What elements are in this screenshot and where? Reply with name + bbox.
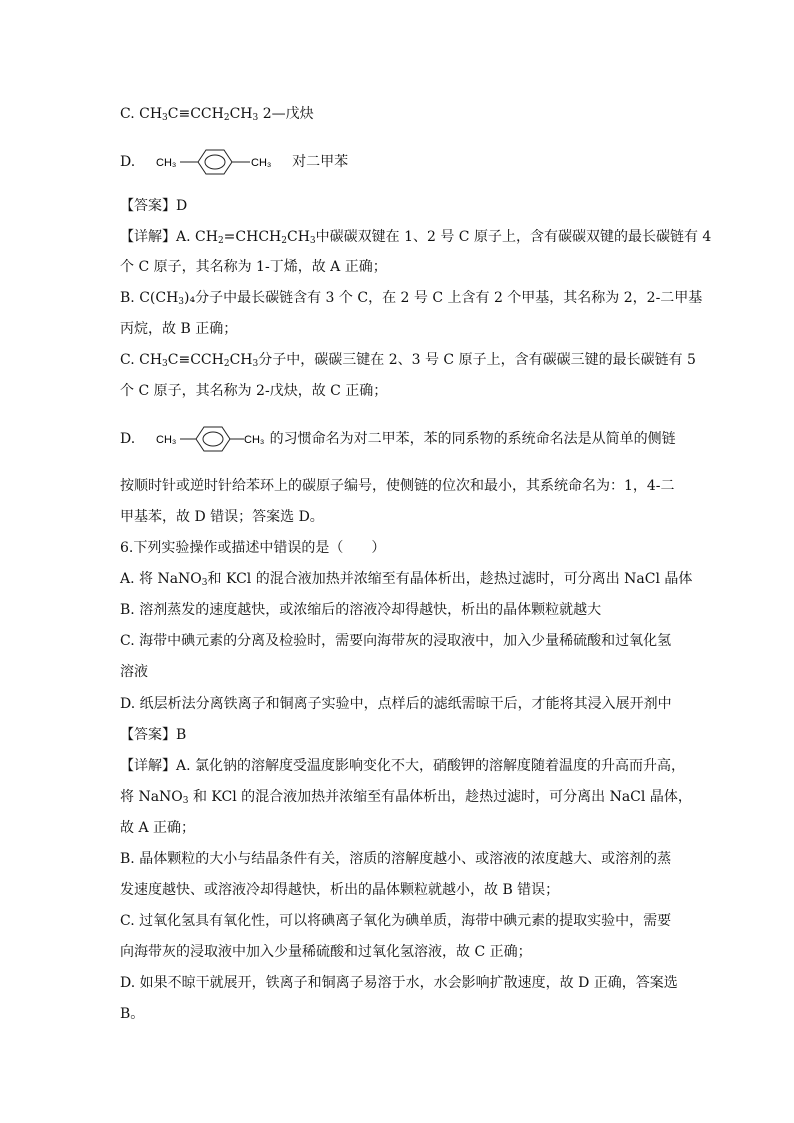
q6-option-d: D. 纸层析法分离铁离子和铜离子实验中，点样后的滤纸需晾干后，才能将其浸入展开剂中 <box>120 696 672 712</box>
q6-option-c-line1: C. 海带中碘元素的分离及检验时，需要向海带灰的浸取液中，加入少量稀硫酸和过氧化氢 <box>120 633 672 649</box>
option-d-line: D. CH₃ CH₃ 对二甲苯 <box>120 148 348 176</box>
q5-detail-a-line1: 【详解】A. $CH_2=CHCH_2CH_3$中碳碳双键在 1、2 号 C 原子上，含有碳碳双键的最长碳链有 4 <box>120 229 712 246</box>
q5-detail-b-line2: 丙烷，故 B 正确； <box>120 321 238 337</box>
q5-detail-d-line1: D. CH₃ CH₃ 的习惯命名为对二甲苯，苯的同系物的系统命名法是从简单的侧链 <box>120 425 676 453</box>
q6-stem: 6.下列实验操作或描述中错误的是（ ） <box>120 540 386 556</box>
q5-detail-d-line3: 甲基苯，故 D 错误；答案选 D。 <box>120 509 324 525</box>
option-c-line: C. $CH_3C\equiv CCH_2CH_3$ 2—戊炔 <box>120 106 314 123</box>
q6-answer: 【答案】B <box>120 727 187 743</box>
q6-detail-b-line1: B. 晶体颗粒的大小与结晶条件有关，溶质的溶解度越小、或溶液的浓度越大、或溶剂的蒸 <box>120 851 672 867</box>
p-xylene-structure <box>140 148 280 176</box>
ch3-right-label: CH₃ <box>243 434 265 446</box>
q5-answer: 【答案】D <box>120 198 188 214</box>
q5-detail-c-line1: C. $CH_3C\equiv CCH_2CH_3$分子中，碳碳三键在 2、3 号 C 原子上，含有碳碳三键的最长碳链有 5 <box>120 352 696 369</box>
ch3-left-label: CH₃ <box>155 434 177 446</box>
q6-detail-a-line2: 将 NaNO$_3$ 和 KCl 的混合液加热并浓缩至有晶体析出，趁热过滤时，可分离出 NaCl 晶体， <box>120 789 692 806</box>
q6-detail-b-line2: 发速度越快、或溶液冷却得越快，析出的晶体颗粒就越小，故 B 错误； <box>120 882 560 898</box>
q5-detail-c-line2: 个 C 原子，其名称为 2-戊炔，故 C 正确； <box>120 383 388 399</box>
q5-detail-b-line1: B. $C(CH_3)_4$分子中最长碳链含有 3 个 C，在 2 号 C 上含有 2 个甲基，其名称为 2，2-二甲基 <box>120 290 703 307</box>
q6-detail-c-line2: 向海带灰的浸取液中加入少量稀硫酸和过氧化氢溶液，故 C 正确； <box>120 944 532 960</box>
q6-option-c-line2: 溶液 <box>120 664 148 680</box>
q6-option-b: B. 溶剂蒸发的速度越快，或浓缩后的溶液冷却得越快，析出的晶体颗粒就越大 <box>120 602 602 618</box>
q6-detail-c-line1: C. 过氧化氢具有氧化性，可以将碘离子氧化为碘单质，海带中碘元素的提取实验中，需要 <box>120 913 672 929</box>
ch3-left-label: CH₃ <box>155 157 177 169</box>
q6-detail-d-line2: B。 <box>120 1006 145 1022</box>
q5-detail-d-line2: 按顺时针或逆时针给苯环上的碳原子编号，使侧链的位次和最小，其系统命名为：1，4-二 <box>120 478 675 494</box>
q6-detail-a-line1: 【详解】A. 氯化钠的溶解度受温度影响变化不大，硝酸钾的溶解度随着温度的升高而升高， <box>120 758 686 774</box>
q5-detail-a-line2: 个 C 原子，其名称为 1-丁烯，故 A 正确； <box>120 259 387 275</box>
q6-option-a: A. 将 NaNO$_3$和 KCl 的混合液加热并浓缩至有晶体析出，趁热过滤时，可分离出 NaCl 晶体 <box>120 571 693 588</box>
p-xylene-structure-inline <box>140 425 270 453</box>
ch3-right-label: CH₃ <box>250 157 272 169</box>
q6-detail-d-line1: D. 如果不晾干就展开，铁离子和铜离子易溶于水，水会影响扩散速度，故 D 正确，答案选 <box>120 975 678 991</box>
q6-detail-a-line3: 故 A 正确； <box>120 820 196 836</box>
